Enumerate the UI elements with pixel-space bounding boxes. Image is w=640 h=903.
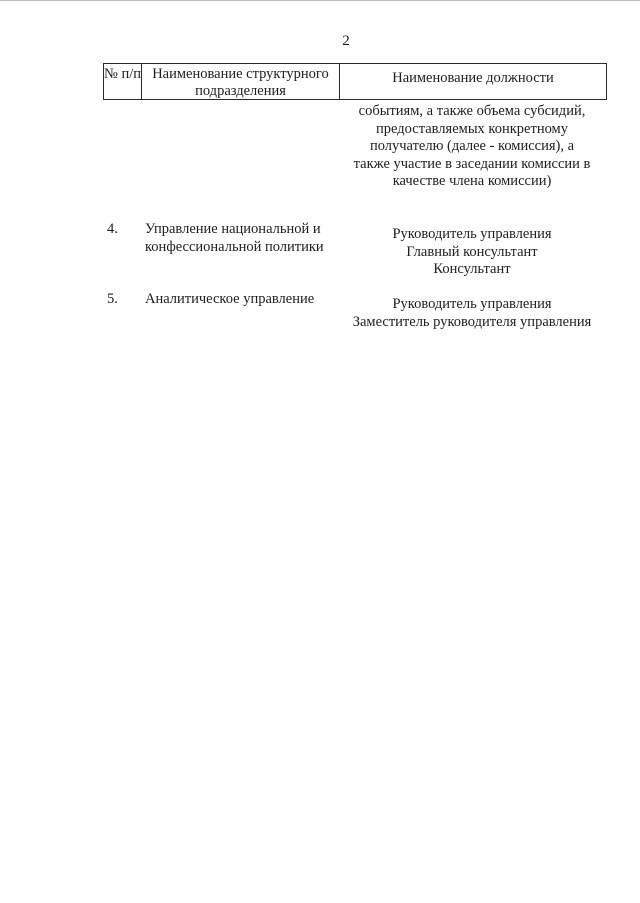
position-item: Руководитель управления: [392, 226, 552, 242]
row-positions: [337, 226, 607, 279]
scan-edge-line: [0, 0, 640, 1]
unit-line: Управление национальной и: [145, 221, 321, 237]
row-unit: [145, 221, 345, 256]
row-unit: [145, 291, 345, 309]
continued-line: качестве члена комиссии): [392, 173, 552, 189]
position-item: Заместитель руководителя управления: [352, 313, 592, 330]
header-unit: Наименование структурного подразделения: [142, 64, 340, 99]
header-position: Наименование должности: [392, 70, 554, 86]
page-number: 2: [342, 33, 350, 49]
row-number: 5.: [107, 291, 118, 307]
table-header: [103, 63, 607, 100]
position-item: Консультант: [433, 261, 511, 277]
continued-line: также участие в заседании комиссии в: [353, 155, 591, 172]
unit-line: конфессиональной политики: [145, 238, 324, 255]
continued-line: предоставляемых конкретному: [376, 120, 568, 137]
row-positions: [337, 296, 607, 331]
position-item: Руководитель управления: [392, 296, 552, 312]
continued-line: получателю (далее - комиссия), а: [369, 138, 575, 154]
continued-position-text: [337, 103, 607, 191]
unit-line: Аналитическое управление: [145, 291, 315, 307]
position-item: Главный консультант: [406, 243, 538, 260]
header-number: № п/п: [104, 64, 142, 99]
row-number: 4.: [107, 221, 118, 237]
continued-line: событиям, а также объема субсидий,: [358, 103, 586, 119]
